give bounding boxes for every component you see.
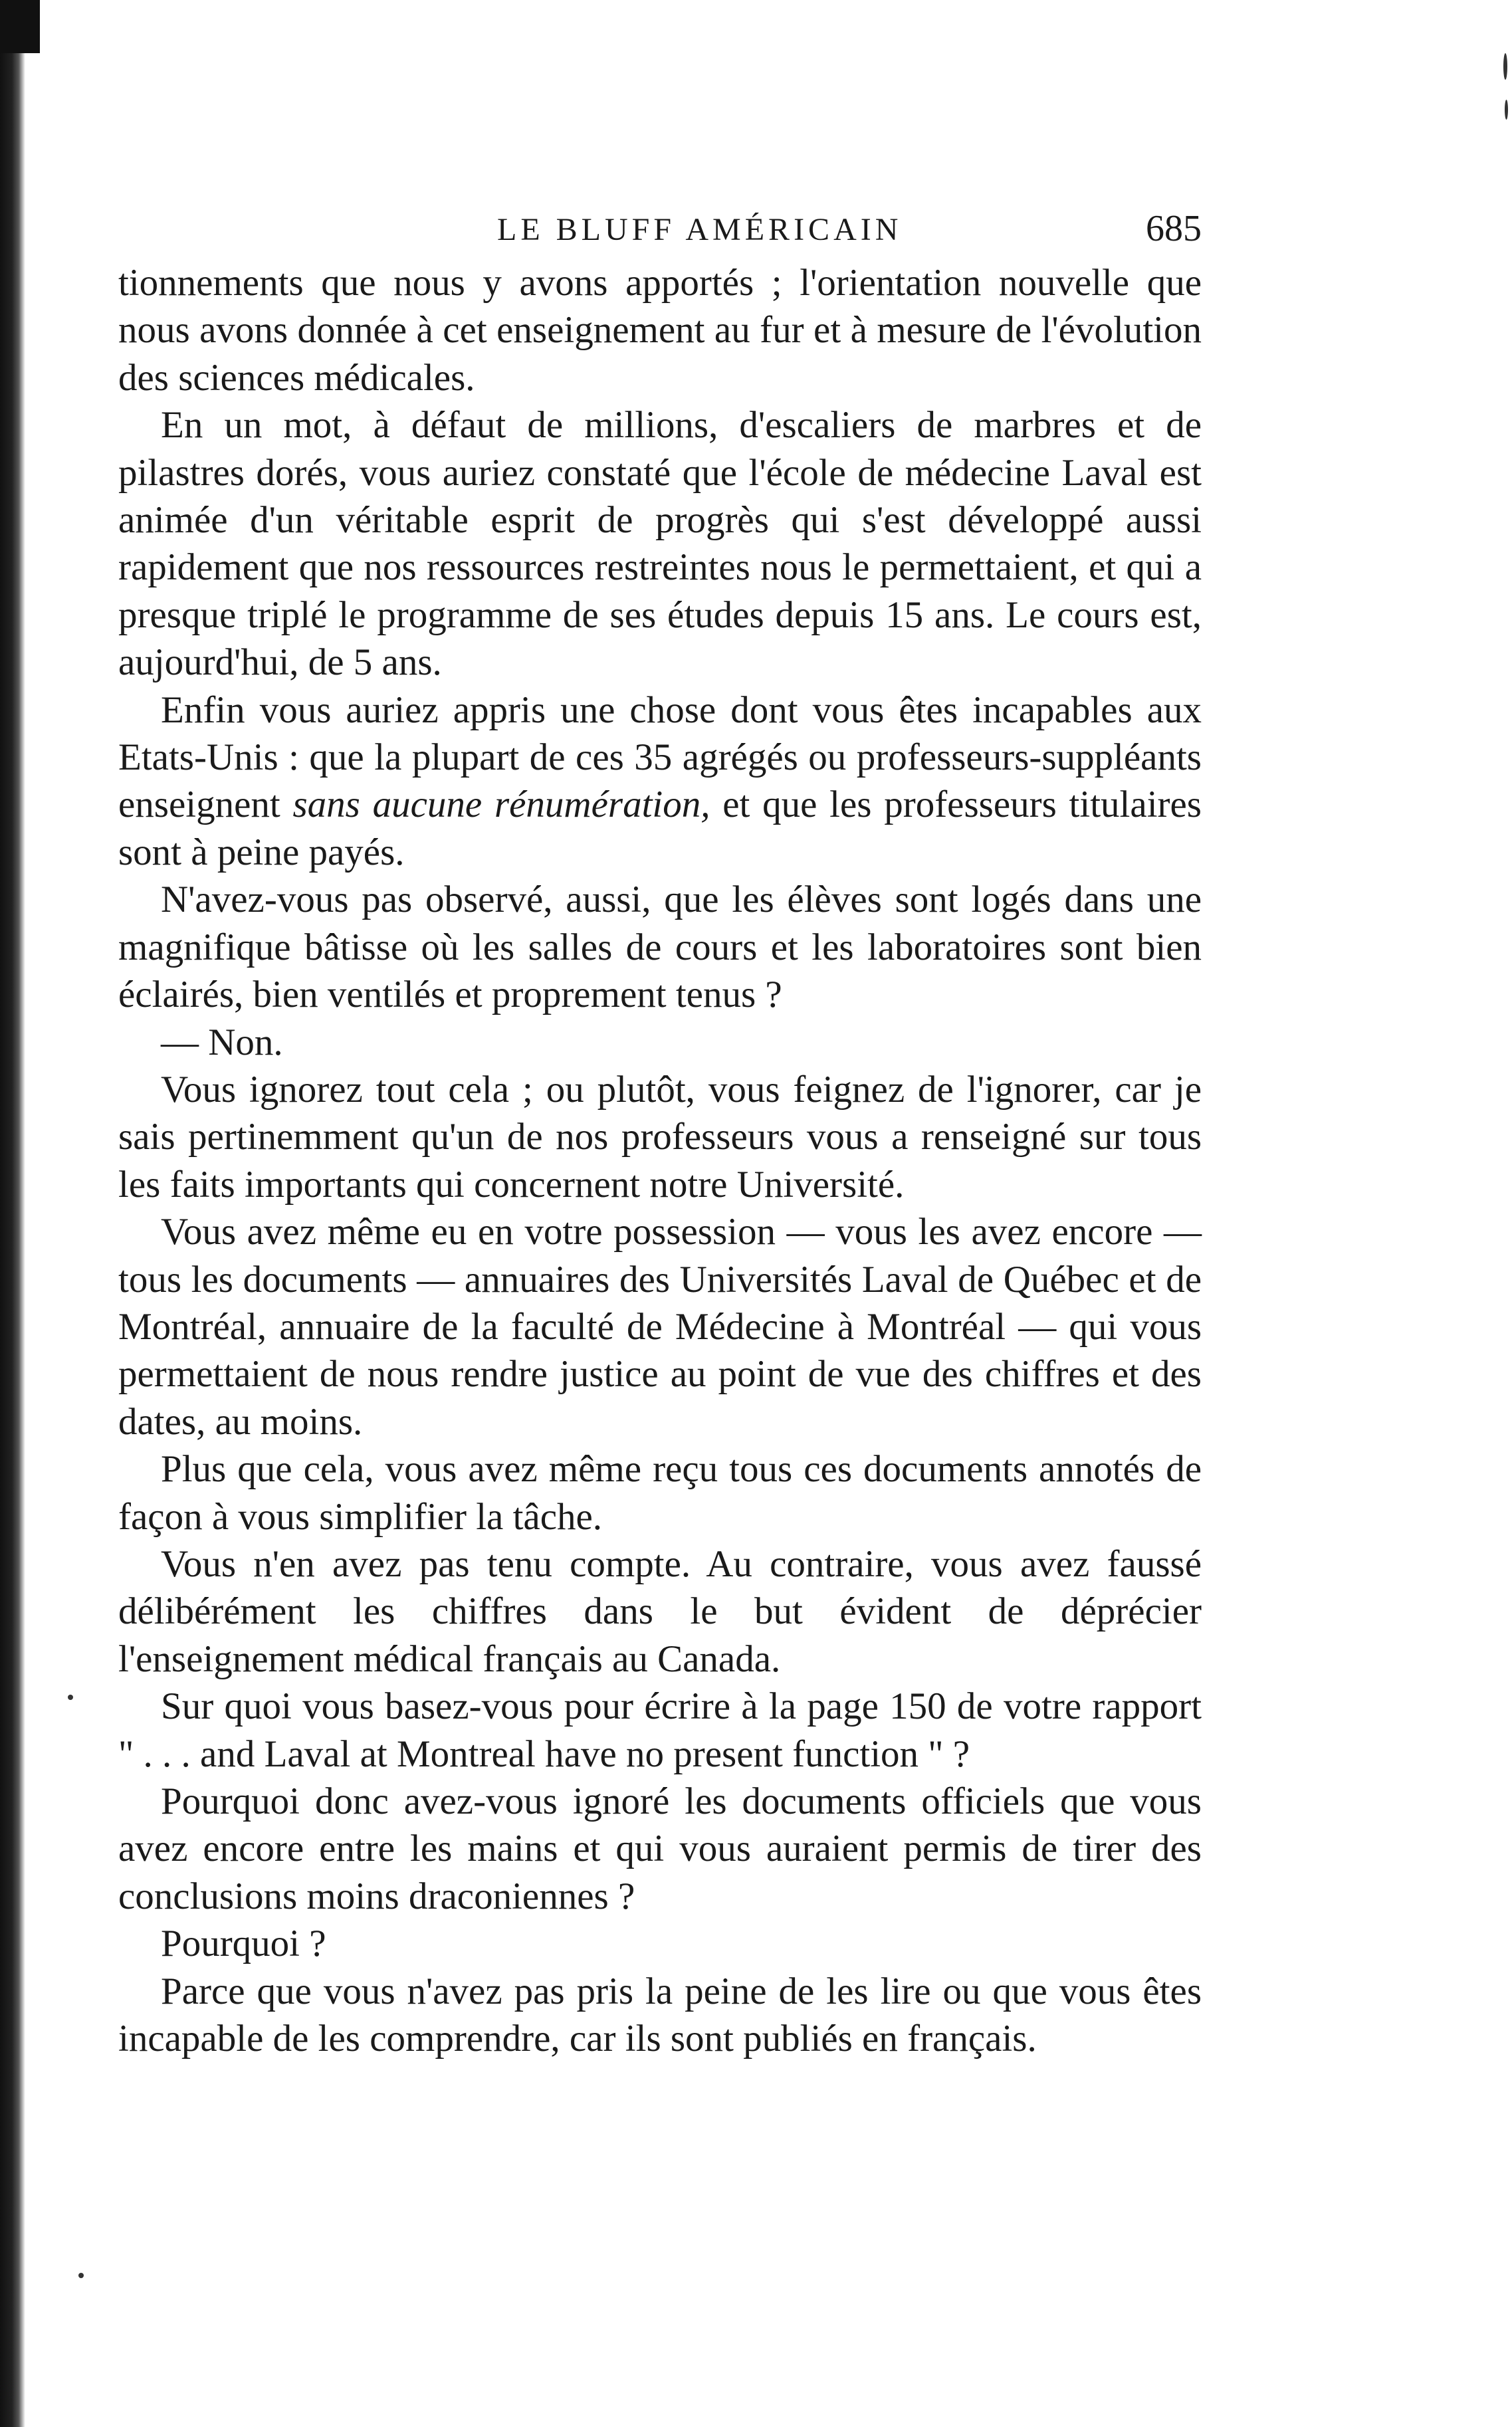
- paragraph: Pourquoi donc avez-vous ignoré les documents officiels que vous avez encore entre les mains et qui vous auraient permis de tirer des conclusions moins draconiennes ?: [118, 1780, 1202, 1917]
- paragraph-text: et que les professeurs titulaires sont à peine payés.: [118, 784, 1202, 873]
- paragraph: En un mot, à défaut de millions, d'escaliers de marbres et de pilastres dorés, vous auriez constaté que l'école de médecine Laval est animée d'un véritable esprit de progrès qui s'est développé aussi rapidement que nos ressources restreintes nous le permettaient, et qui a presque triplé le programme de ses études depuis 15 ans. Le cours est, aujourd'hui, de 5 ans.: [118, 404, 1202, 684]
- paragraph: Plus que cela, vous avez même reçu tous ces documents annotés de façon à vous simplifier la tâche.: [118, 1448, 1202, 1538]
- margin-speck: [78, 2273, 84, 2278]
- book-page: [118, 199, 1202, 2062]
- paragraph: Vous avez même eu en votre possession — vous les avez encore — tous les documents — annuaires des Universités Laval de Québec et de Montréal, annuaire de la faculté de Médecine à Montréal — qui vous permettaient de nous rendre justice au point de vue des chiffres et des dates, au moins.: [118, 1211, 1202, 1443]
- paragraph: Pourquoi ?: [161, 1923, 326, 1965]
- margin-speck: [68, 1695, 73, 1700]
- paragraph: Vous ignorez tout cela ; ou plutôt, vous feignez de l'ignorer, car je sais pertinemment qu'un de nos professeurs vous a renseigné sur tous les faits importants qui concernent notre Université.: [118, 1068, 1202, 1206]
- binding-corner-mark: [0, 0, 40, 53]
- paragraph: N'avez-vous pas observé, aussi, que les élèves sont logés dans une magnifique bâtisse où les salles de cours et les laboratoires sont bien éclairés, bien ventilés et proprement tenus ?: [118, 879, 1202, 1016]
- paragraph-text: Enfin vous auriez appris une chose dont vous êtes incapables aux Etats-Unis : que la plupart de ces 35 agrégés ou professeurs-suppléants enseignent: [118, 688, 1202, 826]
- running-head: [118, 199, 1202, 259]
- running-title: LE BLUFF AMÉRICAIN: [497, 212, 903, 247]
- italic-phrase: sans aucune rénumération,: [292, 784, 710, 826]
- paragraph: [118, 686, 1202, 877]
- page-number: 685: [1146, 208, 1202, 249]
- book-binding-edge: [0, 0, 25, 2427]
- paragraph: Sur quoi vous basez-vous pour écrire à la page 150 de votre rapport " . . . and Laval at Montreal have no present function " ?: [118, 1685, 1202, 1775]
- paragraph: — Non.: [161, 1021, 283, 1063]
- paragraph: Vous n'en avez pas tenu compte. Au contraire, vous avez faussé délibérément les chiffres dans le but évident de déprécier l'enseignement médical français au Canada.: [118, 1542, 1202, 1680]
- paragraph: tionnements que nous y avons apportés ; l'orientation nouvelle que nous avons donnée à cet enseignement au fur et à mesure de l'évolution des sciences médicales.: [118, 262, 1202, 399]
- margin-speck: [1503, 53, 1507, 80]
- page-body: [118, 259, 1202, 2062]
- margin-speck: [1505, 100, 1508, 120]
- paragraph: Parce que vous n'avez pas pris la peine de les lire ou que vous êtes incapable de les comprendre, car ils sont publiés en français.: [118, 1970, 1202, 2060]
